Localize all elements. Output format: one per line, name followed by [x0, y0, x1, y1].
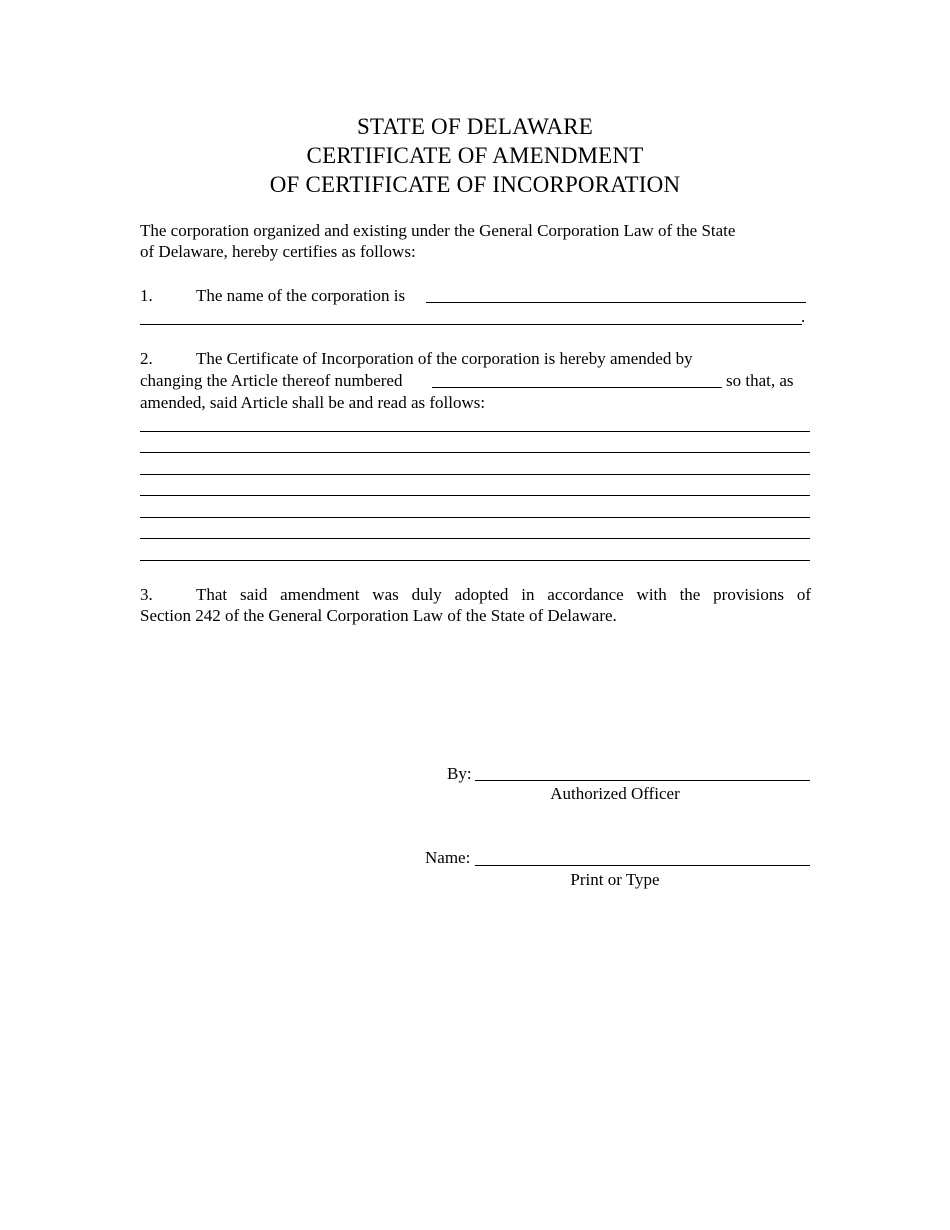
- signature-field[interactable]: [475, 780, 810, 781]
- officer-name-field[interactable]: [475, 865, 810, 866]
- item2-line-2-start: changing the Article thereof numbered: [140, 371, 403, 390]
- amended-article-line[interactable]: [140, 452, 810, 453]
- item2-line-3: amended, said Article shall be and read as follows:: [140, 393, 486, 412]
- amended-article-line[interactable]: [140, 517, 810, 518]
- by-label: By:: [447, 764, 472, 783]
- item3-line-2: Section 242 of the General Corporation Law of the State of Delaware.: [140, 606, 617, 625]
- item2-number: 2.: [140, 349, 153, 368]
- corporation-name-field-line-1[interactable]: [426, 302, 806, 303]
- amended-article-line[interactable]: [140, 474, 810, 475]
- amended-article-line[interactable]: [140, 495, 810, 496]
- item1-period: .: [801, 307, 806, 326]
- item1-label: The name of the corporation is: [196, 286, 406, 305]
- print-or-type-caption: Print or Type: [570, 870, 660, 889]
- item2-line-1: The Certificate of Incorporation of the corporation is hereby amended by: [196, 349, 693, 368]
- item3-number: 3.: [140, 585, 153, 604]
- corporation-name-field-line-2[interactable]: [140, 324, 802, 325]
- amended-article-line[interactable]: [140, 431, 810, 432]
- title-certificate-of-amendment: CERTIFICATE OF AMENDMENT: [306, 143, 644, 168]
- name-label: Name:: [425, 848, 471, 867]
- article-number-field[interactable]: [432, 387, 722, 388]
- intro-line-1: The corporation organized and existing under the General Corporation Law of the State: [140, 221, 736, 240]
- item1-number: 1.: [140, 286, 153, 305]
- item2-line-2-end: so that, as: [726, 371, 794, 390]
- item3-line-1: That said amendment was duly adopted in accordance with the provisions of: [196, 585, 811, 604]
- title-certificate-of-incorporation: OF CERTIFICATE OF INCORPORATION: [269, 172, 681, 197]
- amended-article-line[interactable]: [140, 538, 810, 539]
- authorized-officer-caption: Authorized Officer: [550, 784, 680, 803]
- title-state: STATE OF DELAWARE: [356, 114, 594, 139]
- amended-article-line[interactable]: [140, 560, 810, 561]
- intro-line-2: of Delaware, hereby certifies as follows:: [140, 242, 416, 261]
